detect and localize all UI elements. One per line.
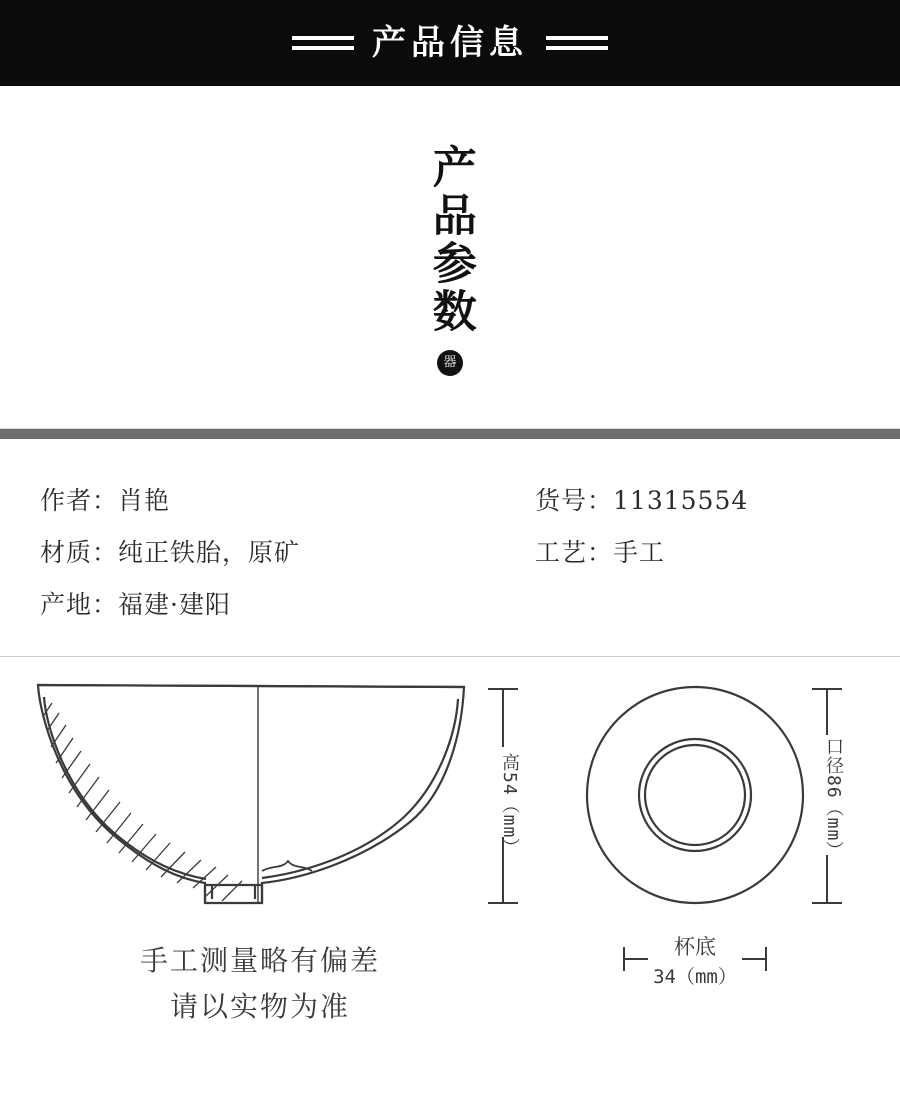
spec-author [0, 481, 465, 517]
technical-drawing [0, 657, 900, 1098]
banner-title: 产品信息 [372, 23, 528, 63]
spec-label: 产地： [40, 590, 119, 619]
banner-inner [292, 23, 608, 63]
seal-stamp-icon: 器 [437, 350, 463, 376]
spec-material [0, 533, 465, 569]
spec-item-number [465, 481, 900, 517]
spec-row [0, 473, 900, 525]
measurement-note-line1: 手工测量略有偏差 [139, 944, 380, 977]
banner [0, 0, 900, 86]
section-hatching [44, 703, 242, 901]
bottom-label: 杯底 [674, 935, 716, 959]
grey-divider [0, 429, 900, 439]
spec-value: 肖艳 [118, 486, 171, 515]
spec-label: 作者： [40, 486, 119, 515]
measurement-note-line2: 请以实物为准 [169, 990, 350, 1023]
spec-label: 工艺： [535, 538, 614, 567]
spec-origin [0, 585, 465, 621]
spec-label: 货号： [535, 486, 614, 515]
drawing-svg [0, 657, 900, 1098]
mouth-diameter-label: 口径86（mm） [823, 737, 844, 861]
spec-row [0, 577, 900, 629]
cup-cross-section [38, 685, 464, 903]
vertical-title-section [0, 86, 900, 429]
spec-value: 11315554 [613, 486, 749, 515]
bottom-dimension-label: 34（mm） [653, 966, 737, 988]
spec-table [0, 439, 900, 657]
spec-value: 福建·建阳 [118, 590, 231, 619]
height-dimension-label: 高54（mm） [499, 753, 520, 858]
spec-craft [465, 533, 900, 569]
vertical-title: 产品参数 [424, 144, 476, 336]
spec-value: 手工 [613, 538, 666, 567]
cup-top-view [587, 687, 803, 903]
spec-value: 纯正铁胎，原矿 [118, 538, 301, 567]
spec-row [0, 525, 900, 577]
spec-label: 材质： [40, 538, 119, 567]
